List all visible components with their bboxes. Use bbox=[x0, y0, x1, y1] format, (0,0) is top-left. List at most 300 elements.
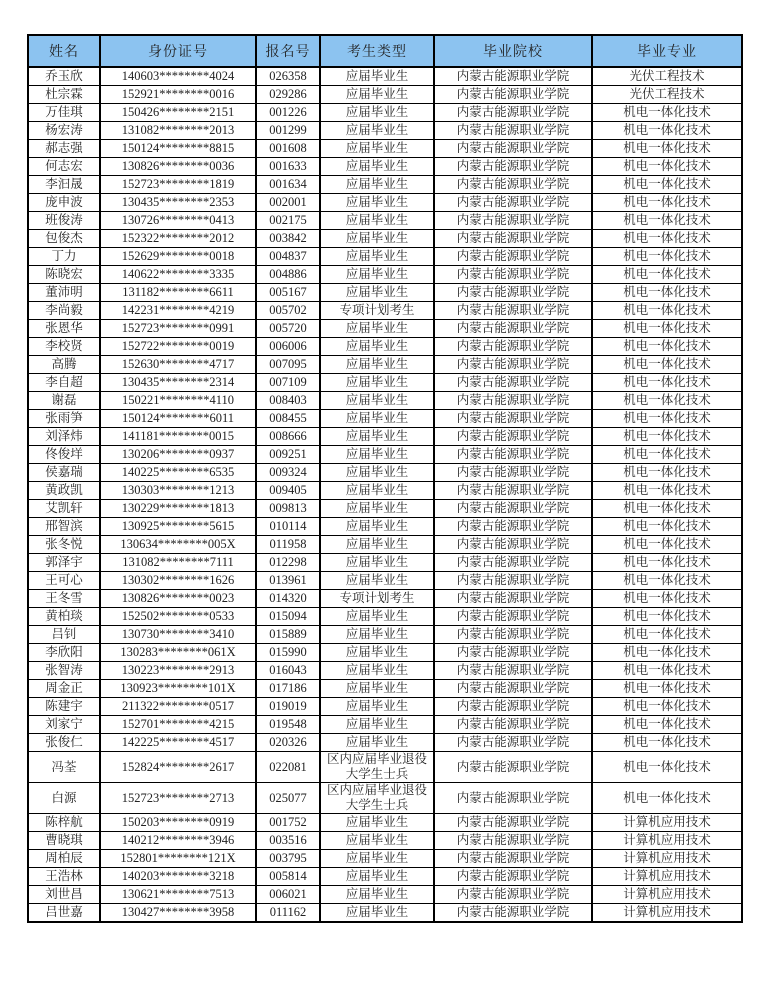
table-cell-type: 应届毕业生 bbox=[320, 67, 434, 86]
table-cell-type: 应届毕业生 bbox=[320, 374, 434, 392]
table-cell-type: 应届毕业生 bbox=[320, 194, 434, 212]
table-cell-name: 刘泽炜 bbox=[28, 428, 100, 446]
table-cell-reg: 012298 bbox=[256, 554, 320, 572]
table-cell-name: 包俊杰 bbox=[28, 230, 100, 248]
table-cell-name: 李校贤 bbox=[28, 338, 100, 356]
table-row bbox=[28, 886, 742, 904]
table-cell-type: 应届毕业生 bbox=[320, 266, 434, 284]
table-row bbox=[28, 608, 742, 626]
table-cell-major: 计算机应用技术 bbox=[592, 832, 742, 850]
table-cell-school: 内蒙古能源职业学院 bbox=[434, 230, 592, 248]
table-cell-school: 内蒙古能源职业学院 bbox=[434, 464, 592, 482]
table-cell-reg: 002175 bbox=[256, 212, 320, 230]
table-cell-reg: 017186 bbox=[256, 680, 320, 698]
table-row bbox=[28, 392, 742, 410]
table-row bbox=[28, 374, 742, 392]
table-cell-name: 周金正 bbox=[28, 680, 100, 698]
table-cell-type: 应届毕业生 bbox=[320, 428, 434, 446]
table-cell-school: 内蒙古能源职业学院 bbox=[434, 338, 592, 356]
table-cell-id: 150124********8815 bbox=[100, 140, 256, 158]
table-cell-name: 王可心 bbox=[28, 572, 100, 590]
table-cell-id: 130223********2913 bbox=[100, 662, 256, 680]
table-cell-school: 内蒙古能源职业学院 bbox=[434, 783, 592, 814]
table-cell-major: 机电一体化技术 bbox=[592, 464, 742, 482]
table-cell-reg: 019019 bbox=[256, 698, 320, 716]
table-row bbox=[28, 194, 742, 212]
table-cell-id: 150426********2151 bbox=[100, 104, 256, 122]
table-cell-major: 机电一体化技术 bbox=[592, 716, 742, 734]
table-cell-type: 应届毕业生 bbox=[320, 356, 434, 374]
table-cell-major: 计算机应用技术 bbox=[592, 814, 742, 832]
table-cell-major: 机电一体化技术 bbox=[592, 752, 742, 783]
table-cell-name: 张雨笋 bbox=[28, 410, 100, 428]
table-row bbox=[28, 590, 742, 608]
column-header-type: 考生类型 bbox=[320, 35, 434, 67]
table-cell-school: 内蒙古能源职业学院 bbox=[434, 680, 592, 698]
table-cell-id: 130730********3410 bbox=[100, 626, 256, 644]
table-cell-major: 机电一体化技术 bbox=[592, 248, 742, 266]
table-cell-type: 应届毕业生 bbox=[320, 158, 434, 176]
table-header bbox=[28, 35, 742, 67]
table-cell-type: 应届毕业生 bbox=[320, 446, 434, 464]
table-cell-major: 机电一体化技术 bbox=[592, 482, 742, 500]
table-cell-major: 机电一体化技术 bbox=[592, 644, 742, 662]
table-cell-type: 区内应届毕业退役大学生士兵 bbox=[320, 752, 434, 783]
table-cell-reg: 015094 bbox=[256, 608, 320, 626]
table-cell-reg: 001752 bbox=[256, 814, 320, 832]
table-row bbox=[28, 554, 742, 572]
table-cell-type: 应届毕业生 bbox=[320, 230, 434, 248]
table-cell-school: 内蒙古能源职业学院 bbox=[434, 122, 592, 140]
table-cell-id: 131082********2013 bbox=[100, 122, 256, 140]
table-cell-name: 班俊涛 bbox=[28, 212, 100, 230]
table-cell-type: 专项计划考生 bbox=[320, 302, 434, 320]
table-cell-school: 内蒙古能源职业学院 bbox=[434, 176, 592, 194]
table-cell-id: 130206********0937 bbox=[100, 446, 256, 464]
table-cell-reg: 029286 bbox=[256, 86, 320, 104]
table-cell-name: 佟俊垟 bbox=[28, 446, 100, 464]
table-cell-major: 光伏工程技术 bbox=[592, 86, 742, 104]
table-cell-reg: 008403 bbox=[256, 392, 320, 410]
table-cell-type: 应届毕业生 bbox=[320, 868, 434, 886]
table-cell-type: 应届毕业生 bbox=[320, 518, 434, 536]
table-row bbox=[28, 302, 742, 320]
table-cell-reg: 007109 bbox=[256, 374, 320, 392]
table-cell-reg: 001608 bbox=[256, 140, 320, 158]
table-cell-school: 内蒙古能源职业学院 bbox=[434, 374, 592, 392]
candidate-list-table bbox=[27, 34, 743, 923]
table-cell-major: 机电一体化技术 bbox=[592, 104, 742, 122]
table-cell-name: 高腾 bbox=[28, 356, 100, 374]
table-cell-school: 内蒙古能源职业学院 bbox=[434, 886, 592, 904]
table-cell-major: 光伏工程技术 bbox=[592, 67, 742, 86]
table-cell-name: 冯荃 bbox=[28, 752, 100, 783]
table-cell-type: 应届毕业生 bbox=[320, 140, 434, 158]
table-cell-school: 内蒙古能源职业学院 bbox=[434, 212, 592, 230]
table-cell-type: 应届毕业生 bbox=[320, 212, 434, 230]
table-cell-type: 应届毕业生 bbox=[320, 886, 434, 904]
table-row bbox=[28, 338, 742, 356]
table-cell-id: 152502********0533 bbox=[100, 608, 256, 626]
table-cell-type: 应届毕业生 bbox=[320, 716, 434, 734]
table-cell-type: 应届毕业生 bbox=[320, 698, 434, 716]
table-cell-school: 内蒙古能源职业学院 bbox=[434, 626, 592, 644]
table-cell-school: 内蒙古能源职业学院 bbox=[434, 140, 592, 158]
table-cell-major: 机电一体化技术 bbox=[592, 698, 742, 716]
table-cell-school: 内蒙古能源职业学院 bbox=[434, 320, 592, 338]
table-row bbox=[28, 500, 742, 518]
table-cell-name: 董沛明 bbox=[28, 284, 100, 302]
table-row bbox=[28, 104, 742, 122]
table-cell-major: 计算机应用技术 bbox=[592, 886, 742, 904]
table-row bbox=[28, 482, 742, 500]
table-cell-major: 机电一体化技术 bbox=[592, 518, 742, 536]
table-cell-school: 内蒙古能源职业学院 bbox=[434, 752, 592, 783]
table-cell-school: 内蒙古能源职业学院 bbox=[434, 868, 592, 886]
table-cell-reg: 001634 bbox=[256, 176, 320, 194]
table-cell-reg: 002001 bbox=[256, 194, 320, 212]
table-cell-major: 机电一体化技术 bbox=[592, 266, 742, 284]
table-cell-type: 应届毕业生 bbox=[320, 644, 434, 662]
table-cell-name: 周柏辰 bbox=[28, 850, 100, 868]
table-cell-type: 应届毕业生 bbox=[320, 392, 434, 410]
table-cell-id: 130427********3958 bbox=[100, 904, 256, 923]
table-cell-name: 郝志强 bbox=[28, 140, 100, 158]
table-cell-school: 内蒙古能源职业学院 bbox=[434, 392, 592, 410]
table-cell-type: 应届毕业生 bbox=[320, 850, 434, 868]
table-cell-name: 陈晓宏 bbox=[28, 266, 100, 284]
table-cell-id: 140622********3335 bbox=[100, 266, 256, 284]
table-cell-name: 曹晓琪 bbox=[28, 832, 100, 850]
table-cell-type: 应届毕业生 bbox=[320, 482, 434, 500]
table-cell-id: 130302********1626 bbox=[100, 572, 256, 590]
table-row bbox=[28, 752, 742, 783]
table-row bbox=[28, 446, 742, 464]
column-header-school: 毕业院校 bbox=[434, 35, 592, 67]
table-cell-type: 应届毕业生 bbox=[320, 832, 434, 850]
table-cell-reg: 009324 bbox=[256, 464, 320, 482]
table-cell-id: 140225********6535 bbox=[100, 464, 256, 482]
table-cell-school: 内蒙古能源职业学院 bbox=[434, 832, 592, 850]
table-cell-id: 152801********121X bbox=[100, 850, 256, 868]
table-row bbox=[28, 868, 742, 886]
table-row bbox=[28, 904, 742, 923]
table-cell-school: 内蒙古能源职业学院 bbox=[434, 734, 592, 752]
table-cell-id: 152701********4215 bbox=[100, 716, 256, 734]
table-row bbox=[28, 716, 742, 734]
table-cell-type: 应届毕业生 bbox=[320, 814, 434, 832]
table-cell-reg: 013961 bbox=[256, 572, 320, 590]
table-cell-id: 152630********4717 bbox=[100, 356, 256, 374]
table-cell-name: 张智涛 bbox=[28, 662, 100, 680]
table-cell-type: 应届毕业生 bbox=[320, 176, 434, 194]
table-cell-type: 应届毕业生 bbox=[320, 680, 434, 698]
table-cell-name: 白源 bbox=[28, 783, 100, 814]
table-cell-id: 141181********0015 bbox=[100, 428, 256, 446]
table-cell-major: 机电一体化技术 bbox=[592, 284, 742, 302]
table-row bbox=[28, 734, 742, 752]
table-cell-school: 内蒙古能源职业学院 bbox=[434, 446, 592, 464]
table-cell-reg: 004837 bbox=[256, 248, 320, 266]
table-cell-major: 机电一体化技术 bbox=[592, 302, 742, 320]
table-row bbox=[28, 518, 742, 536]
table-cell-school: 内蒙古能源职业学院 bbox=[434, 554, 592, 572]
table-cell-school: 内蒙古能源职业学院 bbox=[434, 410, 592, 428]
table-cell-type: 应届毕业生 bbox=[320, 626, 434, 644]
table-cell-id: 211322********0517 bbox=[100, 698, 256, 716]
table-cell-name: 李汩晟 bbox=[28, 176, 100, 194]
table-cell-name: 庞申波 bbox=[28, 194, 100, 212]
table-cell-reg: 005720 bbox=[256, 320, 320, 338]
table-row bbox=[28, 698, 742, 716]
table-row bbox=[28, 158, 742, 176]
table-cell-reg: 008455 bbox=[256, 410, 320, 428]
table-cell-reg: 003842 bbox=[256, 230, 320, 248]
table-cell-reg: 001299 bbox=[256, 122, 320, 140]
table-cell-reg: 020326 bbox=[256, 734, 320, 752]
table-row bbox=[28, 680, 742, 698]
table-row bbox=[28, 644, 742, 662]
table-cell-name: 谢磊 bbox=[28, 392, 100, 410]
table-cell-id: 152824********2617 bbox=[100, 752, 256, 783]
table-cell-name: 张俊仁 bbox=[28, 734, 100, 752]
table-cell-type: 应届毕业生 bbox=[320, 554, 434, 572]
table-row bbox=[28, 140, 742, 158]
table-cell-school: 内蒙古能源职业学院 bbox=[434, 356, 592, 374]
table-cell-major: 机电一体化技术 bbox=[592, 140, 742, 158]
table-cell-major: 机电一体化技术 bbox=[592, 446, 742, 464]
table-cell-school: 内蒙古能源职业学院 bbox=[434, 482, 592, 500]
table-cell-school: 内蒙古能源职业学院 bbox=[434, 662, 592, 680]
table-cell-school: 内蒙古能源职业学院 bbox=[434, 500, 592, 518]
table-row bbox=[28, 122, 742, 140]
table-cell-school: 内蒙古能源职业学院 bbox=[434, 904, 592, 923]
table-cell-major: 机电一体化技术 bbox=[592, 410, 742, 428]
table-cell-name: 李尚毅 bbox=[28, 302, 100, 320]
table-cell-reg: 007095 bbox=[256, 356, 320, 374]
table-cell-type: 专项计划考生 bbox=[320, 590, 434, 608]
table-cell-school: 内蒙古能源职业学院 bbox=[434, 850, 592, 868]
table-cell-reg: 004886 bbox=[256, 266, 320, 284]
table-cell-major: 机电一体化技术 bbox=[592, 590, 742, 608]
table-cell-major: 机电一体化技术 bbox=[592, 158, 742, 176]
column-header-reg: 报名号 bbox=[256, 35, 320, 67]
table-cell-name: 侯嘉瑞 bbox=[28, 464, 100, 482]
table-cell-name: 黄柏琰 bbox=[28, 608, 100, 626]
table-cell-school: 内蒙古能源职业学院 bbox=[434, 104, 592, 122]
table-cell-id: 152723********1819 bbox=[100, 176, 256, 194]
table-row bbox=[28, 814, 742, 832]
table-row bbox=[28, 428, 742, 446]
table-cell-reg: 026358 bbox=[256, 67, 320, 86]
table-cell-id: 142225********4517 bbox=[100, 734, 256, 752]
table-cell-reg: 022081 bbox=[256, 752, 320, 783]
table-cell-school: 内蒙古能源职业学院 bbox=[434, 572, 592, 590]
table-cell-major: 机电一体化技术 bbox=[592, 338, 742, 356]
table-cell-school: 内蒙古能源职业学院 bbox=[434, 644, 592, 662]
table-cell-type: 应届毕业生 bbox=[320, 572, 434, 590]
table-cell-major: 机电一体化技术 bbox=[592, 212, 742, 230]
table-cell-type: 应届毕业生 bbox=[320, 248, 434, 266]
table-row bbox=[28, 212, 742, 230]
table-cell-name: 邢智滨 bbox=[28, 518, 100, 536]
table-cell-id: 140203********3218 bbox=[100, 868, 256, 886]
table-cell-school: 内蒙古能源职业学院 bbox=[434, 698, 592, 716]
table-cell-reg: 009813 bbox=[256, 500, 320, 518]
table-row bbox=[28, 248, 742, 266]
table-cell-reg: 008666 bbox=[256, 428, 320, 446]
table-cell-type: 应届毕业生 bbox=[320, 338, 434, 356]
table-cell-reg: 011162 bbox=[256, 904, 320, 923]
table-row bbox=[28, 783, 742, 814]
table-cell-school: 内蒙古能源职业学院 bbox=[434, 536, 592, 554]
table-cell-name: 郭泽宇 bbox=[28, 554, 100, 572]
table-cell-reg: 001226 bbox=[256, 104, 320, 122]
table-row bbox=[28, 176, 742, 194]
table-cell-school: 内蒙古能源职业学院 bbox=[434, 248, 592, 266]
table-cell-reg: 003795 bbox=[256, 850, 320, 868]
table-header-row bbox=[28, 35, 742, 67]
table-row bbox=[28, 266, 742, 284]
table-cell-major: 机电一体化技术 bbox=[592, 608, 742, 626]
table-row bbox=[28, 572, 742, 590]
table-body bbox=[28, 67, 742, 922]
table-cell-type: 应届毕业生 bbox=[320, 410, 434, 428]
table-cell-id: 152723********0991 bbox=[100, 320, 256, 338]
table-cell-name: 乔玉欣 bbox=[28, 67, 100, 86]
table-row bbox=[28, 536, 742, 554]
table-cell-major: 机电一体化技术 bbox=[592, 428, 742, 446]
table-row bbox=[28, 67, 742, 86]
table-cell-id: 130634********005X bbox=[100, 536, 256, 554]
table-cell-reg: 014320 bbox=[256, 590, 320, 608]
table-cell-type: 应届毕业生 bbox=[320, 122, 434, 140]
table-cell-name: 陈梓航 bbox=[28, 814, 100, 832]
table-row bbox=[28, 320, 742, 338]
table-cell-type: 应届毕业生 bbox=[320, 662, 434, 680]
table-cell-reg: 016043 bbox=[256, 662, 320, 680]
table-cell-major: 机电一体化技术 bbox=[592, 176, 742, 194]
table-cell-major: 计算机应用技术 bbox=[592, 850, 742, 868]
table-cell-major: 机电一体化技术 bbox=[592, 194, 742, 212]
table-cell-id: 130435********2314 bbox=[100, 374, 256, 392]
table-cell-id: 130283********061X bbox=[100, 644, 256, 662]
table-cell-id: 140212********3946 bbox=[100, 832, 256, 850]
table-cell-type: 应届毕业生 bbox=[320, 104, 434, 122]
table-cell-major: 机电一体化技术 bbox=[592, 734, 742, 752]
table-cell-school: 内蒙古能源职业学院 bbox=[434, 284, 592, 302]
table-cell-reg: 006021 bbox=[256, 886, 320, 904]
table-cell-school: 内蒙古能源职业学院 bbox=[434, 428, 592, 446]
table-cell-major: 机电一体化技术 bbox=[592, 320, 742, 338]
table-cell-reg: 003516 bbox=[256, 832, 320, 850]
table-cell-type: 应届毕业生 bbox=[320, 536, 434, 554]
table-cell-type: 应届毕业生 bbox=[320, 320, 434, 338]
table-cell-name: 刘世昌 bbox=[28, 886, 100, 904]
table-cell-reg: 010114 bbox=[256, 518, 320, 536]
table-cell-name: 万佳琪 bbox=[28, 104, 100, 122]
table-cell-reg: 015990 bbox=[256, 644, 320, 662]
table-cell-reg: 025077 bbox=[256, 783, 320, 814]
table-cell-major: 机电一体化技术 bbox=[592, 500, 742, 518]
table-cell-id: 152921********0016 bbox=[100, 86, 256, 104]
table-cell-major: 机电一体化技术 bbox=[592, 572, 742, 590]
table-cell-name: 杜宗霖 bbox=[28, 86, 100, 104]
table-row bbox=[28, 850, 742, 868]
table-cell-id: 130826********0023 bbox=[100, 590, 256, 608]
table-cell-type: 应届毕业生 bbox=[320, 500, 434, 518]
table-cell-name: 刘家宁 bbox=[28, 716, 100, 734]
table-cell-id: 130303********1213 bbox=[100, 482, 256, 500]
table-row bbox=[28, 230, 742, 248]
table-cell-name: 丁力 bbox=[28, 248, 100, 266]
table-cell-school: 内蒙古能源职业学院 bbox=[434, 716, 592, 734]
table-cell-id: 140603********4024 bbox=[100, 67, 256, 86]
table-row bbox=[28, 284, 742, 302]
table-cell-name: 艾凯轩 bbox=[28, 500, 100, 518]
column-header-major: 毕业专业 bbox=[592, 35, 742, 67]
table-cell-id: 150221********4110 bbox=[100, 392, 256, 410]
table-cell-name: 李自超 bbox=[28, 374, 100, 392]
table-cell-major: 机电一体化技术 bbox=[592, 554, 742, 572]
table-cell-id: 152629********0018 bbox=[100, 248, 256, 266]
table-cell-name: 王浩林 bbox=[28, 868, 100, 886]
table-cell-reg: 009405 bbox=[256, 482, 320, 500]
table-cell-id: 130621********7513 bbox=[100, 886, 256, 904]
table-cell-reg: 019548 bbox=[256, 716, 320, 734]
table-cell-name: 张冬悦 bbox=[28, 536, 100, 554]
table-cell-reg: 009251 bbox=[256, 446, 320, 464]
table-cell-name: 王冬雪 bbox=[28, 590, 100, 608]
table-row bbox=[28, 464, 742, 482]
table-cell-type: 应届毕业生 bbox=[320, 904, 434, 923]
table-row bbox=[28, 356, 742, 374]
table-cell-major: 机电一体化技术 bbox=[592, 680, 742, 698]
table-cell-id: 152723********2713 bbox=[100, 783, 256, 814]
table-cell-major: 机电一体化技术 bbox=[592, 626, 742, 644]
table-cell-school: 内蒙古能源职业学院 bbox=[434, 302, 592, 320]
table-cell-major: 机电一体化技术 bbox=[592, 662, 742, 680]
table-cell-school: 内蒙古能源职业学院 bbox=[434, 608, 592, 626]
table-cell-id: 131182********6611 bbox=[100, 284, 256, 302]
table-cell-school: 内蒙古能源职业学院 bbox=[434, 814, 592, 832]
table-cell-major: 机电一体化技术 bbox=[592, 374, 742, 392]
table-cell-id: 130923********101X bbox=[100, 680, 256, 698]
table-cell-name: 陈建宇 bbox=[28, 698, 100, 716]
table-row bbox=[28, 86, 742, 104]
table-cell-major: 机电一体化技术 bbox=[592, 392, 742, 410]
table-cell-school: 内蒙古能源职业学院 bbox=[434, 86, 592, 104]
table-cell-name: 杨宏涛 bbox=[28, 122, 100, 140]
table-cell-school: 内蒙古能源职业学院 bbox=[434, 266, 592, 284]
table-cell-type: 应届毕业生 bbox=[320, 734, 434, 752]
table-cell-major: 计算机应用技术 bbox=[592, 868, 742, 886]
table-cell-type: 应届毕业生 bbox=[320, 86, 434, 104]
table-cell-school: 内蒙古能源职业学院 bbox=[434, 67, 592, 86]
table-cell-id: 130925********5615 bbox=[100, 518, 256, 536]
table-cell-major: 机电一体化技术 bbox=[592, 230, 742, 248]
table-cell-id: 130435********2353 bbox=[100, 194, 256, 212]
table-cell-id: 152722********0019 bbox=[100, 338, 256, 356]
table-cell-id: 131082********7111 bbox=[100, 554, 256, 572]
table-cell-id: 130826********0036 bbox=[100, 158, 256, 176]
table-cell-reg: 011958 bbox=[256, 536, 320, 554]
table-cell-major: 机电一体化技术 bbox=[592, 536, 742, 554]
table-cell-id: 130229********1813 bbox=[100, 500, 256, 518]
table-cell-reg: 005167 bbox=[256, 284, 320, 302]
table-cell-type: 区内应届毕业退役大学生士兵 bbox=[320, 783, 434, 814]
table-cell-school: 内蒙古能源职业学院 bbox=[434, 158, 592, 176]
